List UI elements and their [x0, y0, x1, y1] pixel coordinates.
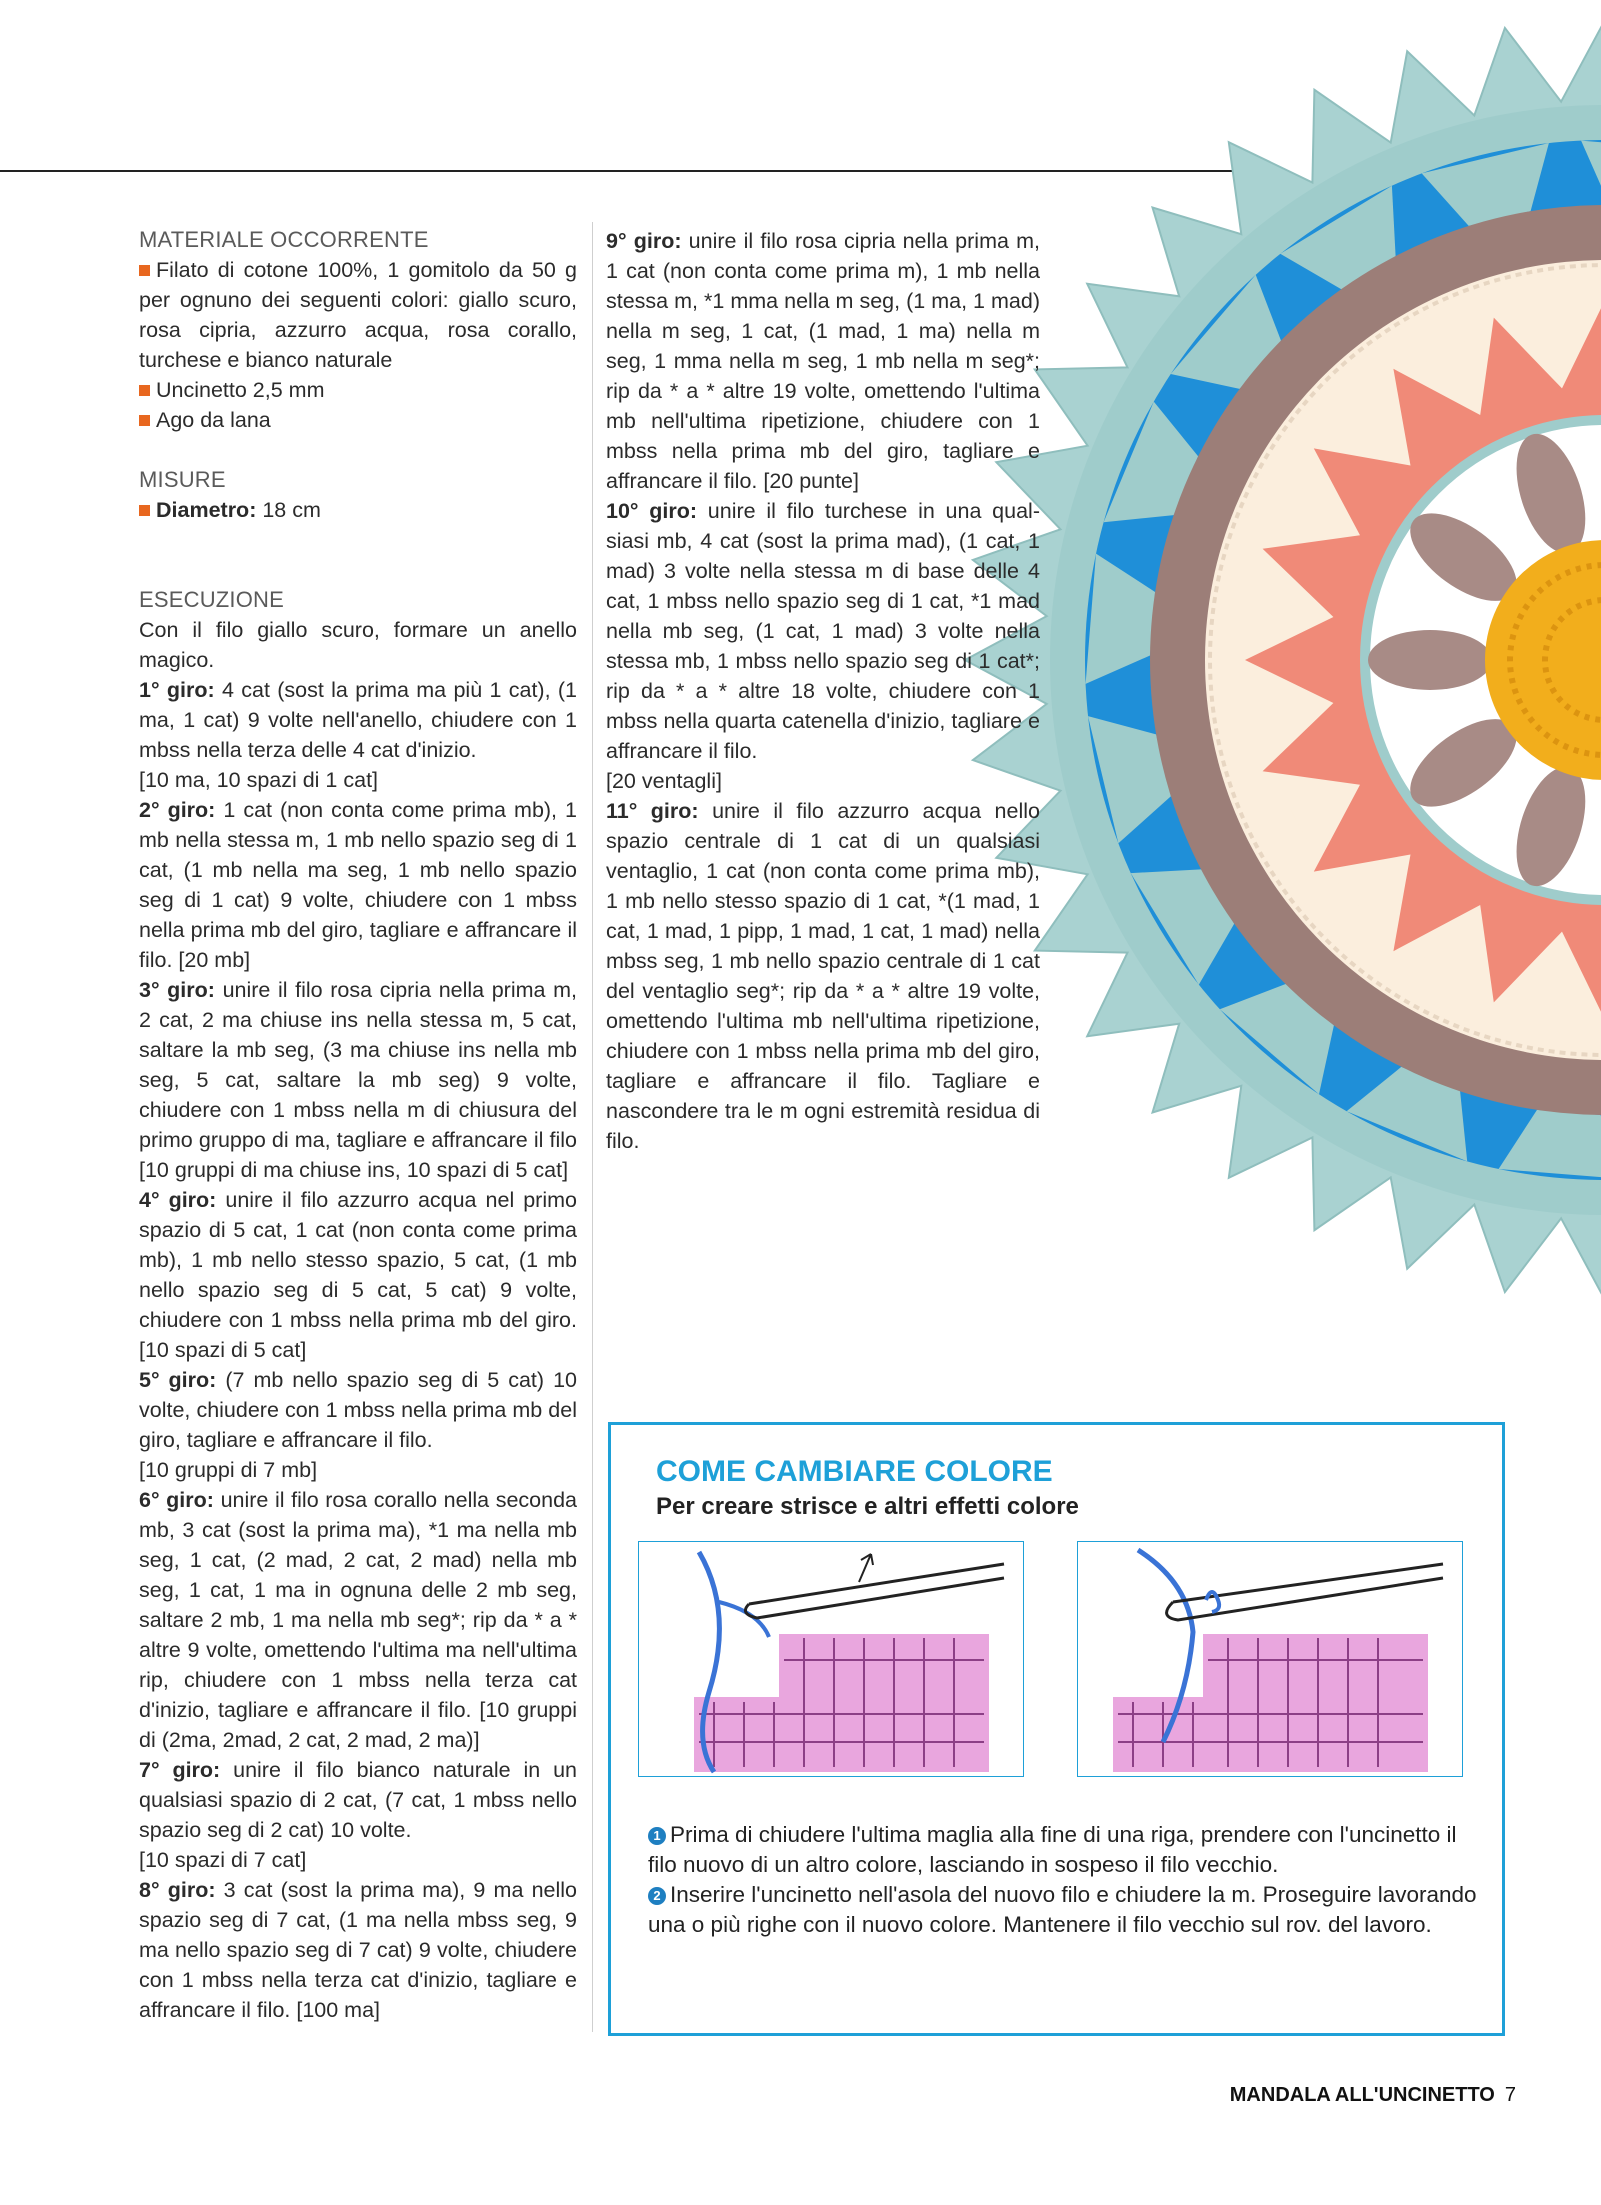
- execution-title: ESECUZIONE: [139, 587, 285, 612]
- round-7: 7° giro: unire il filo bianco naturale in un qualsiasi spazio di 2 cat, (7 cat, 1 mbss nello spazio seg di 2 cat) 10 volte.: [139, 1758, 577, 1842]
- box-subtitle: Per creare strisce e altri effetti colore: [656, 1493, 1079, 1520]
- middle-column: [606, 226, 1040, 1156]
- round-1: 1° giro: 4 cat (sost la prima ma più 1 cat), (1 ma, 1 cat) 9 volte nell'anello, chiudere con 1 mbss nella terza delle 4 cat d'inizio.: [139, 678, 577, 762]
- material-item: Uncinetto 2,5 mm: [139, 375, 577, 405]
- color-change-box: [608, 1422, 1505, 2036]
- step-number-badge: 2: [648, 1887, 666, 1905]
- round-1-note: [10 ma, 10 spazi di 1 cat]: [139, 768, 379, 792]
- page-number: 7: [1504, 2084, 1516, 2106]
- measures-title: MISURE: [139, 467, 226, 492]
- bullet-icon: [139, 385, 150, 396]
- round-2: 2° giro: 1 cat (non conta come prima mb), 1 mb nella stessa m, 1 mb nello spazio seg di 1 cat, (1 mb nella ma seg, 1 mb nello spazio seg di 1 cat) 9 volte, chiudere con 1 mbss nella prima mb del giro, tagliare e affrancare il filo. [20 mb]: [139, 798, 577, 972]
- round-8: 8° giro: 3 cat (sost la prima ma), 9 ma nello spazio seg di 7 cat, (1 ma nella mbss seg, 9 ma nello spazio seg di 7 cat) 9 volte, chiudere con 1 mbss nella terza cat d'inizio, tagliare e affrancare il filo. [100 ma]: [139, 1878, 577, 2022]
- left-column: [139, 225, 577, 2025]
- round-5-note: [10 gruppi di 7 mb]: [139, 1458, 318, 1482]
- execution-intro: Con il filo giallo scuro, formare un anello magico.: [139, 618, 577, 672]
- round-4: 4° giro: unire il filo azzurro acqua nel primo spazio di 5 cat, 1 cat (non conta come prima mb), 1 mb nello stesso spazio, 5 cat, (1 mb nello spazio seg di 5 cat, 5 cat) 9 volte, chiudere con 1 mbss nella prima mb del giro. [10 spazi di 5 cat]: [139, 1188, 577, 1362]
- round-10-note: [20 ventagli]: [606, 769, 722, 793]
- page-footer: [1230, 2084, 1516, 2107]
- round-6: 6° giro: unire il filo rosa corallo nella seconda mb, 3 cat (sost la prima ma), *1 ma nella mb seg, 1 cat, (2 mad, 2 cat, 2 mad) nella mb seg, 1 cat, 1 ma in ognuna delle 2 mb seg, saltare 2 mb, 1 ma nella mb seg*; rip da * a * altre 9 volte, omettendo l'ultima ma nell'ultima rip, chiudere con 1 mbss nella terza cat d'inizio, tagliare e affrancare il filo. [10 gruppi di (2ma, 2mad, 2 cat, 2 mad, 2 ma)]: [139, 1488, 578, 1752]
- step-number-badge: 1: [648, 1827, 666, 1845]
- crochet-diagram-1: [639, 1542, 1023, 1776]
- column-divider: [592, 222, 593, 2032]
- round-5: 5° giro: (7 mb nello spazio seg di 5 cat) 10 volte, chiudere con 1 mbss nella prima mb del giro, tagliare e affrancare il filo.: [139, 1368, 577, 1452]
- box-instructions: [648, 1820, 1478, 1940]
- step-2: 2 Inserire l'uncinetto nell'asola del nuovo filo e chiudere la m. Proseguire lavorando una o più righe con il nuovo colore. Mantenere il filo vecchio sul rov. del lavoro.: [648, 1882, 1477, 1937]
- materials-title: MATERIALE OCCORRENTE: [139, 227, 429, 252]
- box-title: COME CAMBIARE COLORE: [656, 1455, 1053, 1488]
- bullet-icon: [139, 265, 150, 276]
- round-9: 9° giro: unire il filo rosa cipria nella prima m, 1 cat (non conta come prima m), 1 mb nella stessa m, *1 mma nella m seg, (1 ma, 1 mad) nella m seg, 1 cat, (1 mad, 1 ma) nella m seg, 1 mma nella m seg, 1 mb nella m seg*; rip da * a * altre 19 volte, omettendo l'ultima mb nell'ultima ripetizione, chiudere con 1 mbss nella prima mb del giro, tagliare e affrancare il filo. [20 punte]: [606, 229, 1040, 493]
- round-3: 3° giro: unire il filo rosa cipria nella prima m, 2 cat, 2 ma chiuse ins nella stessa m, 5 cat, saltare la mb seg, (3 ma chiuse ins nella mb seg, 5 cat, saltare la mb seg) 9 volte, chiudere con 1 mbss nella m di chiusura del primo gruppo di ma, tagliare e affrancare il filo [10 gruppi di ma chiuse ins, 10 spazi di 5 cat]: [139, 978, 577, 1182]
- bullet-icon: [139, 505, 150, 516]
- measure-item: Diametro: 18 cm: [139, 495, 577, 525]
- step-1: 1 Prima di chiudere l'ultima maglia alla fine di una riga, prendere con l'uncinetto il filo nuovo di un altro colore, lasciando in sospeso il filo vecchio.: [648, 1822, 1457, 1877]
- crochet-diagram-2: [1078, 1542, 1462, 1776]
- round-7-note: [10 spazi di 7 cat]: [139, 1848, 307, 1872]
- material-item: Filato di cotone 100%, 1 gomitolo da 50 g per ognuno dei seguenti colori: giallo scuro, rosa cipria, azzurro acqua, rosa corallo, turchese e bianco naturale: [139, 258, 577, 372]
- round-10: 10° giro: unire il filo turchese in una qual-siasi mb, 4 cat (sost la prima mad), (1 cat, 1 mad) 3 volte nella stessa m di base delle 4 cat, 1 mbss nello spazio seg di 1 cat, *1 mad nella mb seg, (1 cat, 1 mad) 3 volte nella stessa mb, 1 mbss nello spazio seg di 1 cat*; rip da * a * altre 18 volte, chiudere con 1 mbss nella quarta catenella d'inizio, tagliare e affrancare il filo.: [606, 499, 1040, 763]
- figure-1: [638, 1541, 1024, 1777]
- bullet-icon: [139, 415, 150, 426]
- material-item: Ago da lana: [139, 405, 577, 435]
- footer-title: MANDALA ALL'UNCINETTO: [1229, 2084, 1495, 2106]
- round-11: 11° giro: unire il filo azzurro acqua nello spazio centrale di 1 cat di un qualsiasi ventaglio, 1 cat (non conta come prima mb), 1 mb nello stesso spazio di 1 cat, *(1 mad, 1 cat, 1 mad, 1 pipp, 1 mad, 1 cat, 1 mad) nella mbss seg, 1 mb nello spazio centrale di 1 cat del ventaglio seg*; rip da * a * altre 19 volte, omettendo l'ultima mb nell'ultima ripetizione, chiudere con 1 mbss nella prima mb del giro, tagliare e affrancare il filo. Tagliare e nascondere tra le m ogni estremità residua di filo.: [606, 799, 1040, 1153]
- figure-2: [1077, 1541, 1463, 1777]
